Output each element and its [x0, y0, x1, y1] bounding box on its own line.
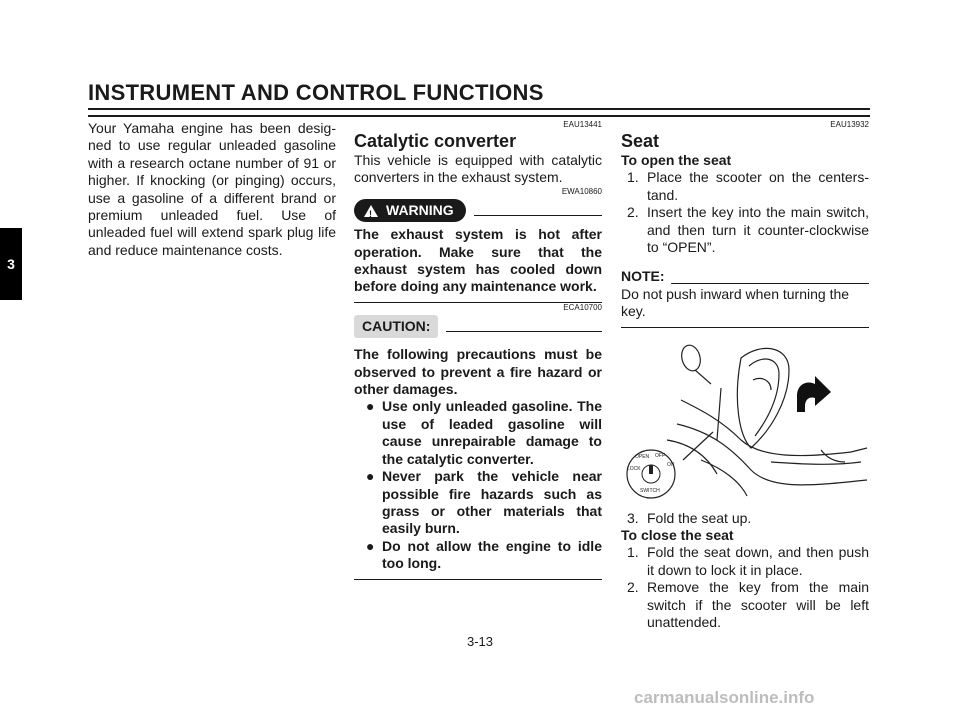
catalytic-converter-section [354, 120, 602, 580]
chapter-tab: 3 [0, 228, 22, 300]
close-steps-list [621, 544, 869, 631]
warning-triangle-icon [364, 205, 378, 217]
scooter-seat-drawing [621, 340, 869, 500]
section-code: EAU13441 [563, 120, 602, 129]
page-header-title: INSTRUMENT AND CONTROL FUNCTIONS [88, 80, 544, 105]
section-title: Catalytic converter [354, 131, 517, 151]
bullet-icon: ● [366, 537, 375, 554]
caution-label-row [354, 315, 602, 338]
step-number: 3. [627, 509, 639, 526]
list-item [621, 510, 869, 527]
seat-illustration [621, 340, 869, 500]
open-seat-heading: To open the seat [621, 152, 732, 168]
note-text: Do not push inward when turning the key. [621, 285, 850, 320]
step-number: 2. [627, 204, 639, 221]
list-item [354, 398, 602, 468]
close-seat-heading: To close the seat [621, 527, 734, 544]
main-switch-inset [627, 450, 675, 498]
warning-code: EWA10860 [561, 186, 602, 196]
bullet-text: Do not allow the engine to idle too long. [382, 537, 602, 572]
switch-label-on: ON [667, 461, 675, 468]
step-number: 2. [627, 579, 639, 596]
bullet-icon: ● [366, 468, 375, 485]
switch-label-off: OFF [655, 452, 665, 459]
list-item [354, 468, 602, 538]
open-steps-list [621, 169, 869, 256]
step-text: Fold the seat up. [647, 509, 752, 526]
note-label-row [621, 268, 869, 285]
caution-bullet-list [354, 398, 602, 572]
list-item [621, 169, 869, 204]
note-end-rule [621, 327, 869, 328]
warning-label: WARNING [386, 201, 454, 218]
header-double-rule [88, 108, 870, 117]
bullet-text: Never park the vehicle near possible fire hazards such as grass or other materials that easily burn. [382, 468, 602, 537]
page-number: 3-13 [466, 634, 494, 649]
bullet-icon: ● [366, 398, 375, 415]
section-title: Seat [621, 131, 660, 151]
warning-rule [474, 205, 602, 216]
note-rule [671, 271, 869, 284]
seat-section [621, 120, 869, 632]
fold-step-list [621, 510, 869, 527]
warning-text: The exhaust system is hot after operation. Make sure that the exhaust system has cooled down before doing any maintenance work. [354, 226, 602, 295]
section-intro: This vehicle is equipped with catalytic converters in the exhaust system. [354, 152, 602, 186]
caution-text: The following precautions must be observed to prevent a fire hazard or other damages. [354, 346, 602, 398]
caution-rule [446, 321, 602, 332]
step-text: Remove the key from the main switch if the scooter will be left unattended. [647, 579, 869, 631]
step-text: Insert the key into the main switch, and then turn it counter-clockwise to “OPEN”. [647, 204, 869, 256]
caution-code: ECA10700 [563, 302, 602, 312]
section-code: EAU13932 [830, 120, 869, 129]
step-text: Fold the seat down, and then push it down to lock it in place. [647, 544, 869, 578]
caution-end-rule [354, 579, 602, 580]
watermark: carmanualsonline.info [634, 688, 815, 707]
list-item [621, 579, 869, 631]
list-item [354, 538, 602, 573]
fuel-paragraph: Your Yamaha engine has been desig-ned to use regular unleaded gasoline with a research octane number of 91 or higher. If knocking (or pinging) occurs, use a gasoline of a different brand or premium unleaded fuel. Use of unleaded fuel will extend spark plug life and reduce maintenance costs. [88, 120, 336, 258]
switch-label-open: OPEN [635, 453, 650, 460]
warning-badge [354, 199, 466, 222]
caution-badge: CAUTION: [354, 315, 438, 338]
note-label: NOTE: [621, 268, 665, 285]
step-number: 1. [627, 169, 639, 186]
list-item [621, 204, 869, 256]
warning-label-row [354, 199, 602, 222]
switch-label-lock: LOCK [627, 465, 641, 472]
list-item [621, 544, 869, 579]
bullet-text: Use only unleaded gasoline. The use of leaded gasoline will cause unrepairable damage to the catalytic converter. [382, 398, 602, 467]
step-text: Place the scooter on the centers-tand. [647, 169, 869, 203]
step-number: 1. [627, 544, 639, 561]
switch-caption: SWITCH [640, 487, 660, 494]
